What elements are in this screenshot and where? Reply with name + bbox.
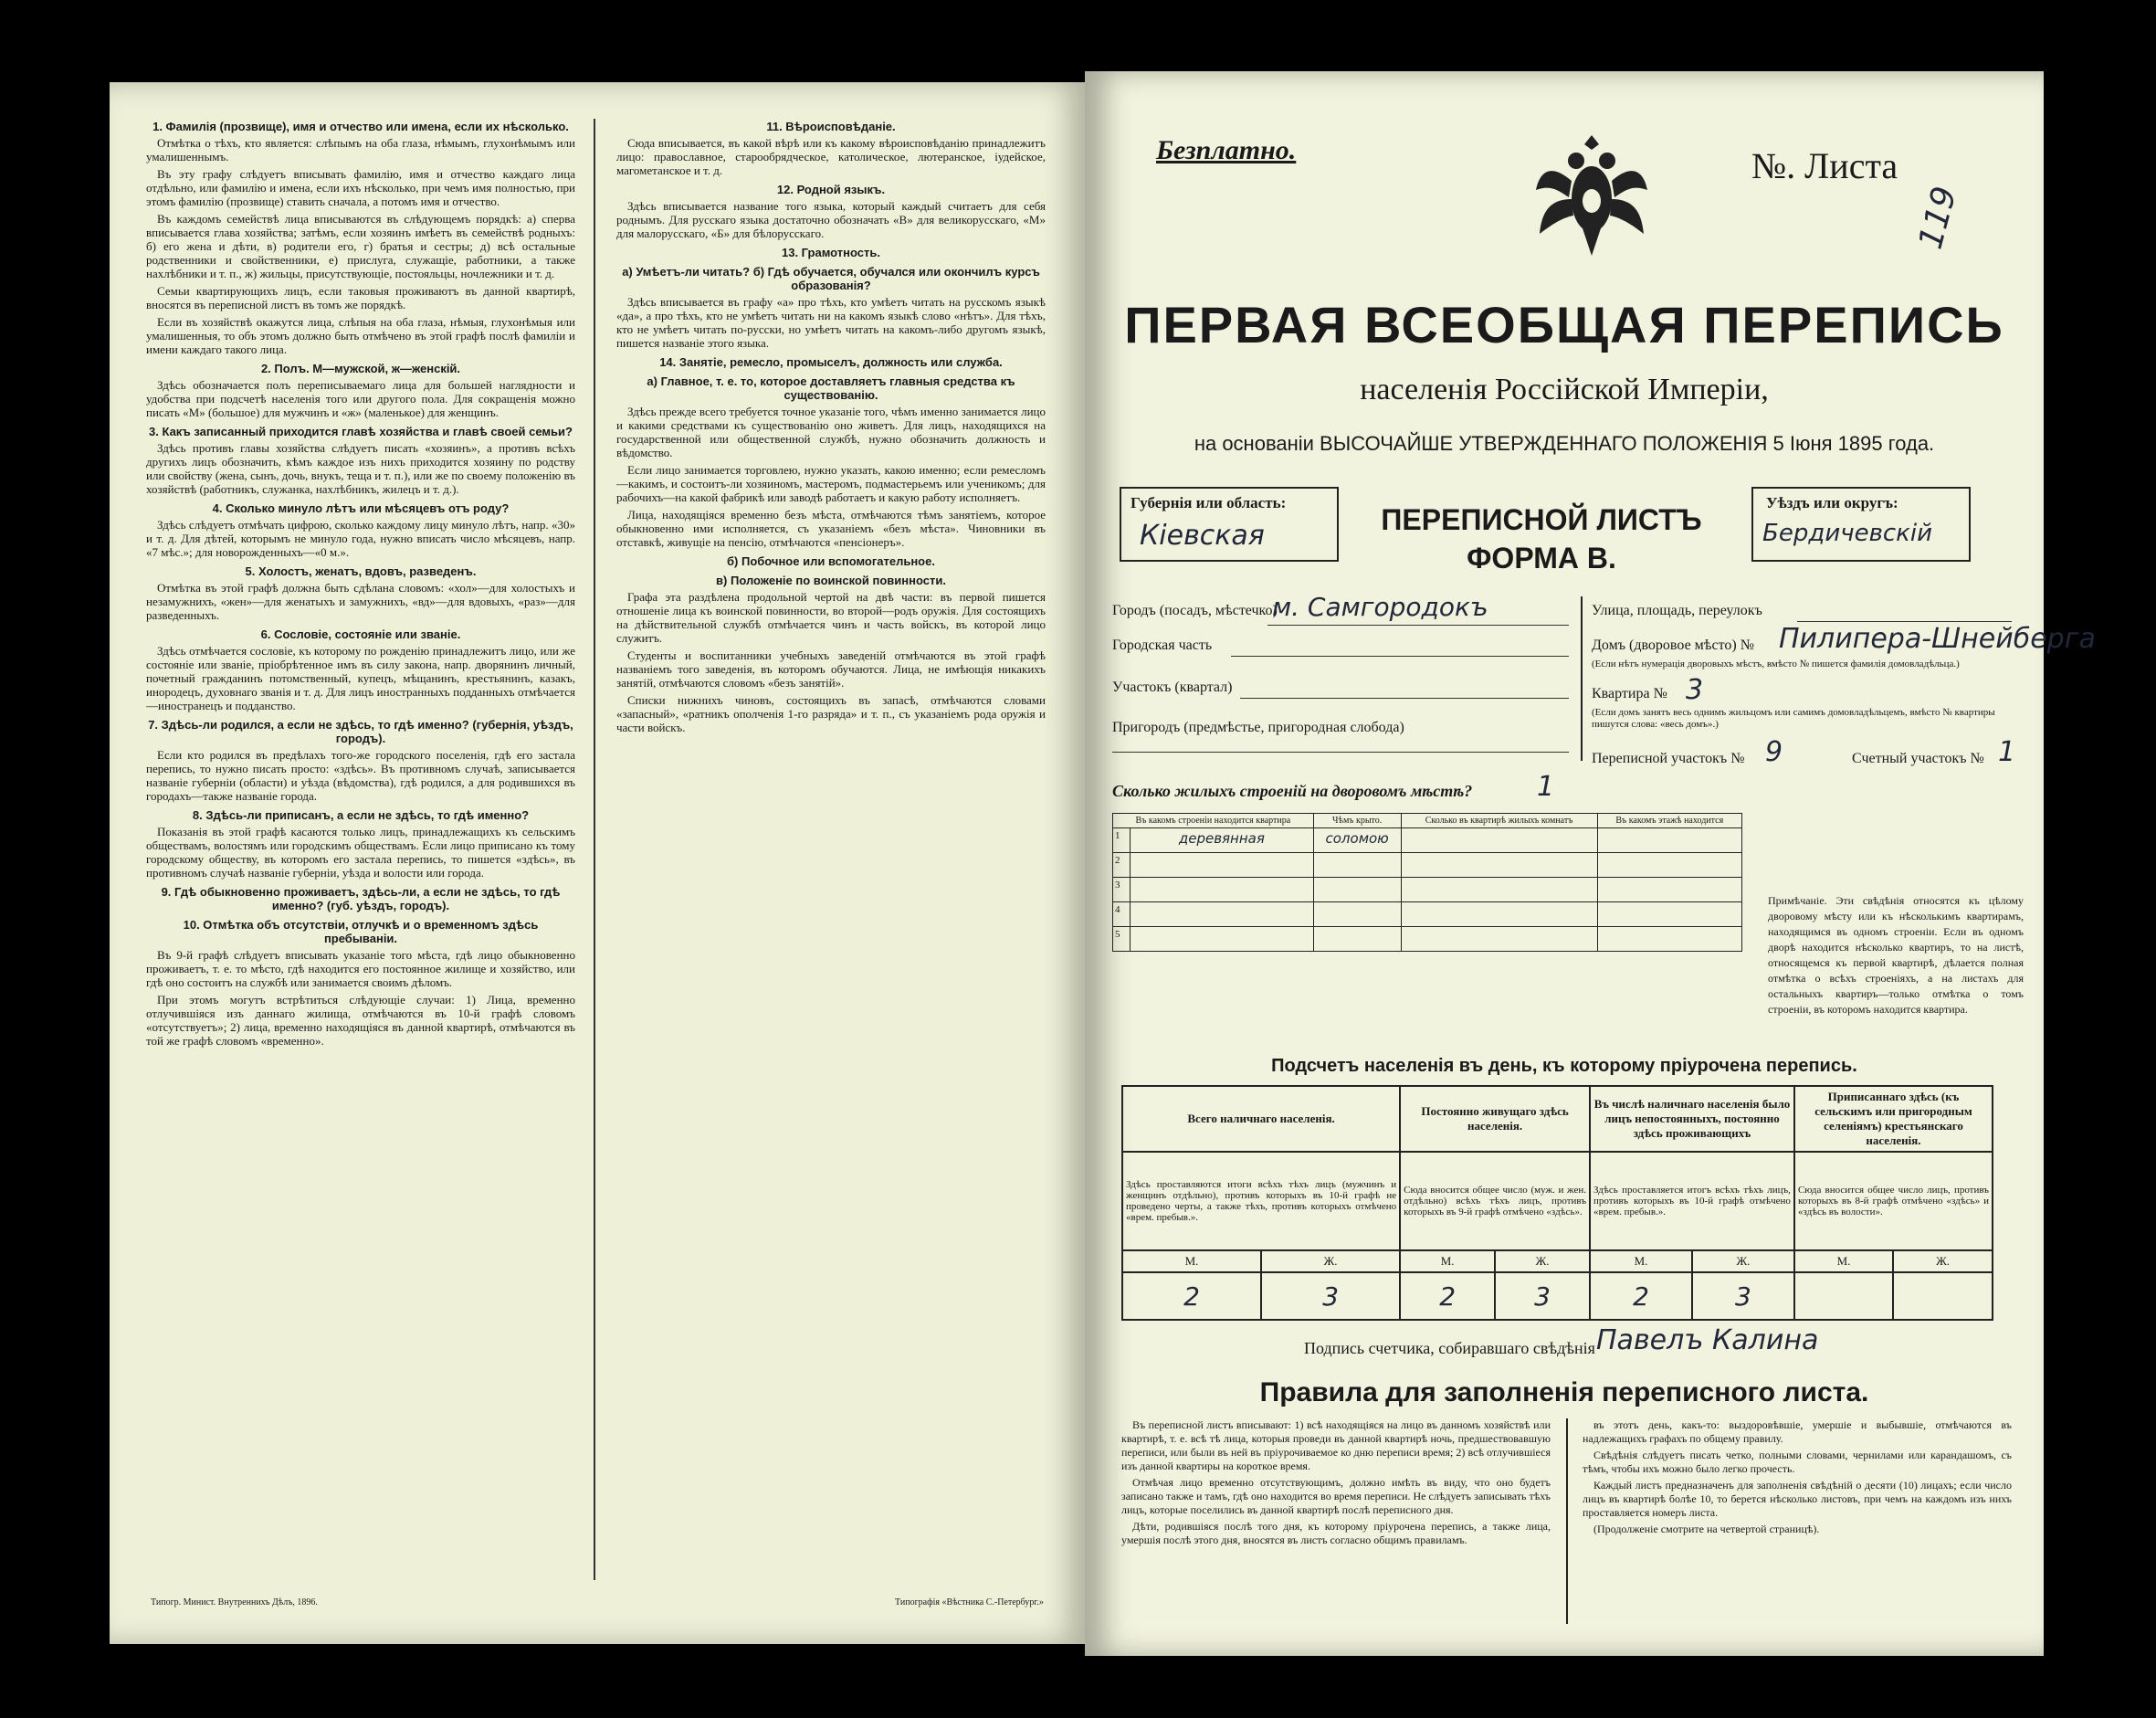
paragraph: Здѣсь отмѣчается сословіе, къ которому по рожденію принадлежитъ лицо, или же состояніе или званіе, пріобрѣтенное имъ въ силу закона, напр. дворянинъ личный, почетный гражданинъ потомственный, купецъ, мѣщанинъ, крестьянинъ, казакъ, инородецъ, духовнаго званія и т. д. Для лицъ иностранныхъ подданныхъ отмѣчается—иностранецъ и подданство. — [146, 644, 575, 712]
paragraph: Здѣсь обозначается полъ переписываемаго лица для большей наглядности и удобства при подсчетѣ населенія того или другого пола. Для сокращенія можно писать «М» (большое) для мужчинъ и «ж» (маленькое) для женщинъ. — [146, 378, 575, 419]
uezd-box — [1751, 487, 1971, 562]
rules-paragraph: (Продолженіе смотрите на четвертой страницѣ). — [1593, 1523, 1820, 1535]
rules-divider — [1566, 1418, 1568, 1624]
population-header: Приписаннаго здѣсь (къ сельскимъ или пригородным селеніямъ) крестьянскаго населенія. — [1794, 1086, 1993, 1152]
buildings-cell — [1313, 902, 1401, 927]
district-underline — [1240, 698, 1569, 699]
gubernia-label: Губернія или область: — [1131, 494, 1287, 511]
population-header: Постоянно живущаго здѣсь населенія. — [1400, 1086, 1590, 1152]
paragraph: Здѣсь вписывается въ графу «а» про тѣхъ, кто умѣетъ читать на русскомъ языкѣ «да», а про тѣхъ, кто не умѣетъ читать ни на какомъ языкѣ слово «нѣтъ». Для тѣхъ, кто не умѣетъ читать по-русски, но умѣетъ читать на какомъ-либо другомъ языкѣ, пишется названіе этого языка. — [616, 295, 1046, 350]
population-count: 2 — [1590, 1272, 1692, 1320]
paragraph: Сюда вписывается, въ какой вѣрѣ или къ какому вѣроисповѣданію принадлежитъ лицо: православное, старообрядческое, католическое, лютеранское, іудейское, магометанское и т. д. — [616, 136, 1046, 177]
section-heading: 6. Сословіе, состояніе или званіе. — [260, 627, 461, 641]
female-column-label: Ж. — [1261, 1250, 1400, 1272]
street-underline — [1797, 621, 2012, 622]
population-count: 2 — [1400, 1272, 1495, 1320]
signature-value: Павелъ Калина — [1596, 1324, 1819, 1356]
census-district-label: Переписной участокъ № — [1592, 751, 1745, 766]
city-underline — [1267, 625, 1569, 626]
buildings-cell — [1131, 902, 1314, 927]
paragraph: Въ 9-й графѣ слѣдуетъ вписывать указаніе того мѣста, гдѣ лицо обыкновенно проживаетъ, т. е. то мѣсто, гдѣ находится его постоянное жилище и хозяйство, или гдѣ оно состоитъ на службѣ или занимается своимъ дѣломъ. — [146, 948, 575, 989]
rules-title: Правила для заполненія переписного листа. — [1259, 1377, 1869, 1407]
section-heading: 7. Здѣсь-ли родился, а если не здѣсь, то гдѣ именно? (губернія, уѣздъ, городъ). — [148, 718, 573, 745]
population-count: 2 — [1122, 1272, 1261, 1320]
sheet-number-label: №. Листа — [1751, 145, 1898, 186]
buildings-cell — [1597, 853, 1741, 878]
section-heading: 2. Полъ. М—мужской, ж—женскій. — [260, 362, 461, 375]
buildings-row — [1113, 878, 1742, 902]
city-label: Городъ (посадъ, мѣстечко) — [1112, 603, 1278, 618]
buildings-row — [1113, 853, 1742, 878]
form-title-line1: ПЕРЕПИСНОЙ ЛИСТЪ — [1381, 503, 1702, 536]
census-district-value: 9 — [1765, 736, 1783, 768]
paragraph: Если лицо занимается торговлею, нужно указать, какою именно; если ремесломъ—какимъ, и состоитъ-ли хозяиномъ, мастеромъ, подмастерьемъ или ученикомъ; для рабочихъ—на какой фабрикѣ или заводѣ работаетъ и какую работу исполняетъ. — [616, 463, 1046, 504]
section-heading: б) Побочное или вспомогательное. — [727, 554, 935, 568]
signature-label: Подпись счетчика, собиравшаго свѣдѣнія — [1304, 1339, 1595, 1357]
population-header: Въ числѣ наличнаго населенія было лицъ непостоянныхъ, постоянно здѣсь проживающихъ — [1590, 1086, 1794, 1152]
buildings-cell — [1401, 927, 1597, 952]
double-headed-eagle-icon — [1532, 126, 1651, 263]
paragraph: Отмѣтка о тѣхъ, кто является: слѣпымъ на оба глаза, нѣмымъ, глухонѣмымъ или умалишеннымъ. — [146, 136, 575, 163]
section-heading: 8. Здѣсь-ли приписанъ, а если не здѣсь, то гдѣ именно? — [192, 808, 530, 822]
buildings-cell: 3 — [1113, 878, 1131, 902]
buildings-cell — [1401, 878, 1597, 902]
buildings-header-cell: Въ какомъ строеніи находится квартира — [1113, 814, 1314, 828]
buildings-table — [1112, 813, 1742, 952]
suburb-underline — [1112, 752, 1569, 753]
population-description: Сюда вносится общее число лицъ, противъ которыхъ въ 8-й графѣ отмѣчено «здѣсь» и «здѣсь въ волости». — [1794, 1152, 1993, 1250]
population-description: Здѣсь проставляется итогъ всѣхъ тѣхъ лицъ, противъ которыхъ въ 10-й графѣ отмѣчено «врем. пребыв.». — [1590, 1152, 1794, 1250]
gubernia-box — [1120, 487, 1339, 562]
section-heading: в) Положеніе по воинской повинности. — [716, 574, 946, 587]
column-divider — [594, 119, 595, 1580]
city-part-underline — [1231, 656, 1569, 657]
buildings-row — [1113, 927, 1742, 952]
buildings-cell — [1401, 902, 1597, 927]
open-book — [110, 71, 2096, 1656]
buildings-note: Примѣчаніе. Эти свѣдѣнія относятся къ цѣлому дворовому мѣсту или къ нѣсколькимъ квартирамъ, находящимся въ одномъ строеніи. Если въ одномъ дворѣ находится нѣсколько квартиръ, то на листѣ, относящемся къ первой квартирѣ, дѣлается полная отмѣтка о всѣхъ строеніяхъ, а на листахъ для остальныхъ квартиръ—только отмѣтка о томъ строеніи, въ которомъ находится квартира. — [1768, 894, 2024, 1016]
rules-paragraph: Каждый листъ предназначенъ для заполненія свѣдѣній о десяти (10) лицахъ; если число лицъ въ квартирѣ болѣе 10, то берется нѣсколько листовъ, при чемъ на каждомъ изъ нихъ проставляется номеръ листа. — [1583, 1479, 2012, 1519]
census-title: ПЕРВАЯ ВСЕОБЩАЯ ПЕРЕПИСЬ — [1124, 296, 2004, 353]
buildings-cell: 2 — [1113, 853, 1131, 878]
buildings-header-cell: Чѣмъ крыто. — [1313, 814, 1401, 828]
left-page — [110, 82, 1085, 1644]
apt-label: Квартира № — [1592, 686, 1667, 701]
paragraph: Въ каждомъ семействѣ лица вписываются въ слѣдующемъ порядкѣ: а) сперва вписывается глава хозяйства; затѣмъ, если хозяинъ имѣетъ въ семействѣ родныхъ: б) его жена и дѣти, в) родители его, г) братья и сестры; д) всѣ остальные родственники и свойственники, е) прислуга, служащіе, работники, а также нахлѣбники и т. п., ж) жильцы, присутствующіе, постояльцы, ночлежники и т. д. — [146, 212, 575, 280]
rules-paragraph: Дѣти, родившіяся послѣ того дня, къ которому пріурочена перепись, а также лица, умершія послѣ этого дня, вносятся въ листъ согласно общимъ правиламъ. — [1121, 1520, 1551, 1546]
buildings-row — [1113, 828, 1742, 853]
paragraph: Здѣсь противъ главы хозяйства слѣдуетъ писать «хозяинъ», а противъ всѣхъ другихъ лицъ обозначить, кѣмъ каждое изъ нихъ приходится хозяину по родству или свойству (жена, сынъ, дочь, внукъ, теща и т. п.), или же по своему положенію въ хозяйствѣ (работникъ, служанка, нахлѣбникъ, жилецъ и т. д.). — [146, 441, 575, 496]
buildings-cell — [1597, 927, 1741, 952]
paragraph: Семьи квартирующихъ лицъ, если таковыя проживаютъ въ данной квартирѣ, вносятся въ переписной листъ въ томъ же порядкѣ. — [146, 284, 575, 311]
rules-paragraph: Свѣдѣнія слѣдуетъ писать четко, полными словами, чернилами или карандашомъ, съ тѣмъ, чтобы ихъ можно было легко прочесть. — [1583, 1449, 2012, 1475]
uezd-label: Уѣздъ или округъ: — [1766, 494, 1898, 511]
paragraph: Здѣсь прежде всего требуется точное указаніе того, чѣмъ именно занимается лицо и какими средствами къ существованію оно живетъ. Для лицъ, находящихся на государственной или общественной службѣ, нужно обозначить должность и вѣдомство. — [616, 405, 1046, 459]
rules-paragraph: Въ переписной листъ вписывают: 1) всѣ находящіяся на лицо въ данномъ хозяйствѣ или квартирѣ, т. е. всѣ тѣ лица, которыя проведи въ данной квартирѣ ночь, предшествовавшую переписи, или были въ ней въ пріурочиваемое ко дню переписи время; 2) всѣ отлучившіеся изъ данной квартиры на короткое время. — [1121, 1418, 1551, 1472]
buildings-label: Сколько жилыхъ строеній на дворовомъ мѣстѣ? — [1112, 782, 1473, 800]
buildings-cell — [1131, 878, 1314, 902]
paragraph: Студенты и воспитанники учебныхъ заведеній отмѣчаются въ этой графѣ названіемъ того заведенія, въ которомъ обучаются. Лица, не имѣющія никакихъ занятій, отмѣчаются словомъ «безъ занятій». — [616, 648, 1046, 690]
buildings-cell — [1131, 853, 1314, 878]
city-part-label: Городская часть — [1112, 638, 1213, 653]
house-label: Домъ (дворовое мѣсто) № — [1592, 638, 1754, 653]
population-table — [1121, 1085, 1993, 1321]
section-heading: 10. Отмѣтка объ отсутствіи, отлучкѣ и о временномъ здѣсь пребываніи. — [183, 918, 539, 945]
buildings-header-cell: Въ какомъ этажѣ находится — [1597, 814, 1741, 828]
street-label: Улица, площадь, переулокъ — [1592, 603, 1762, 618]
buildings-cell — [1313, 853, 1401, 878]
apt-note: (Если домъ занятъ весь однимъ жильцомъ или самимъ домовладѣльцемъ, вмѣсто № квартиры пишутся слова: «весь домъ».) — [1592, 707, 1995, 730]
paragraph: Если кто родился въ предѣлахъ того-же городского поселенія, гдѣ его застала перепись, то нужно писать просто: «здѣсь». Въ противномъ случаѣ, записывается названіе губерніи (области) и уѣзда (вѣдомства), гдѣ родился, а для родившихся въ городахъ—также названіе города. — [146, 748, 575, 803]
buildings-header-cell: Сколько въ квартирѣ жилыхъ комнатъ — [1401, 814, 1597, 828]
house-value: Пилипера-Шнейберга — [1779, 623, 2096, 655]
female-column-label: Ж. — [1893, 1250, 1993, 1272]
buildings-cell — [1597, 902, 1741, 927]
buildings-cell — [1313, 927, 1401, 952]
paragraph: Здѣсь вписывается название того языка, который каждый считаетъ для себя роднымъ. Для русскаго языка достаточно обозначать «В» для великорусскаго, «М» для малорусскаго, «Б» для бѣлорусскаго. — [616, 199, 1046, 240]
paragraph: Въ эту графу слѣдуетъ вписывать фамилію, имя и отчество каждаго лица отдѣльно, или фамилію и имена, если ихъ нѣсколько, при чемъ имя полностью, при этомъ фамилію (прозвище) ставить сначала, а потомъ имя и отчество. — [146, 167, 575, 208]
suburb-label: Пригородъ (предмѣстье, пригородная слобода) — [1112, 720, 1404, 735]
population-title: Подсчетъ населенія въ день, къ которому пріурочена перепись. — [1271, 1056, 1857, 1076]
uezd-value: Бердичевскій — [1762, 520, 1933, 547]
buildings-cell — [1597, 828, 1741, 853]
section-heading: 13. Грамотность. — [782, 246, 880, 259]
population-count: 3 — [1692, 1272, 1794, 1320]
paragraph: Показанія въ этой графѣ касаются только лицъ, принадлежащихъ къ сельскимъ обществамъ, волостямъ или городскимъ обществамъ. Если лицо приписано къ тому городскому обществу, въ которомъ его застала перепись, то пишется «здѣсь», въ противномъ случаѣ названіе губерніи, уѣзда и волости или города. — [146, 825, 575, 880]
paragraph: При этомъ могутъ встрѣтиться слѣдующіе случаи: 1) Лица, временно отлучившіяся изъ даннаго жилища, отмѣчаются въ 10-й графѣ словомъ «отсутствуетъ»; 2) лица, временно находящіяся въ данной квартирѣ, отмѣчаются въ той же графѣ словомъ «временно». — [146, 993, 575, 1048]
free-label: Безплатно. — [1156, 135, 1297, 165]
rules-column-1 — [1121, 1418, 1551, 1628]
buildings-cell — [1401, 853, 1597, 878]
count-district-value: 1 — [1998, 736, 2016, 768]
population-header: Всего наличнаго населенія. — [1122, 1086, 1400, 1152]
section-heading: 9. Гдѣ обыкновенно проживаетъ, здѣсь-ли, а если не здѣсь, то гдѣ именно? (губ. уѣздъ, городъ). — [161, 885, 561, 912]
male-column-label: М. — [1122, 1250, 1261, 1272]
census-subtitle: населенія Россійской Имперіи, — [1360, 373, 1769, 406]
female-column-label: Ж. — [1495, 1250, 1590, 1272]
section-heading: 3. Какъ записанный приходится главѣ хозяйства и главѣ своей семьи? — [149, 425, 573, 438]
instructions-column-1 — [146, 114, 575, 1612]
rules-column-2 — [1583, 1418, 2012, 1628]
paragraph: Здѣсь слѣдуетъ отмѣчать цифрою, сколько каждому лицу минуло лѣтъ, напр. «30» и т. д. Для дѣтей, которымъ не минуло года, нужно вписать число мѣсяцевъ, напр. «7 мѣс.»; для новорожденныхъ—«0 м.». — [146, 518, 575, 559]
paragraph: Отмѣтка въ этой графѣ должна быть сдѣлана словомъ: «хол»—для холостыхъ и незамужнихъ, «жен»—для женатыхъ и замужнихъ, «вд»—для вдовыхъ, «раз»—для разведенныхъ. — [146, 581, 575, 622]
address-divider — [1581, 596, 1583, 761]
buildings-row — [1113, 902, 1742, 927]
buildings-cell: деревянная — [1131, 828, 1314, 853]
buildings-value: 1 — [1537, 771, 1555, 803]
rules-paragraph: въ этотъ день, какъ-то: выздоровѣвшіе, умершіе и выбывшіе, отмѣчаются въ надлежащихъ графахъ по общему правилу. — [1583, 1418, 2012, 1445]
buildings-cell — [1401, 828, 1597, 853]
male-column-label: М. — [1590, 1250, 1692, 1272]
population-count: 3 — [1261, 1272, 1400, 1320]
census-regulation: на основаніи ВЫСОЧАЙШЕ УТВЕРЖДЕННАГО ПОЛОЖЕНІЯ 5 Іюня 1895 года. — [1194, 432, 1935, 455]
buildings-cell: соломою — [1313, 828, 1401, 853]
district-label: Участокъ (квартал) — [1112, 680, 1233, 695]
form-title — [1331, 501, 1751, 577]
buildings-cell — [1313, 878, 1401, 902]
city-value: м. Самгородокъ — [1272, 592, 1488, 622]
female-column-label: Ж. — [1692, 1250, 1794, 1272]
sheet-number-value: 119 — [1911, 183, 1965, 253]
right-page — [1085, 71, 2096, 1656]
paragraph: Если въ хозяйствѣ окажутся лица, слѣпыя на оба глаза, нѣмыя, глухонѣмыя или умалишенныя, то объ этомъ должно быть отмѣчено въ этой графѣ послѣ фамиліи и имени каждаго такого лица. — [146, 315, 575, 356]
population-count — [1794, 1272, 1893, 1320]
form-title-line2: ФОРМА В. — [1467, 542, 1616, 574]
buildings-cell: 5 — [1113, 927, 1131, 952]
paragraph: Списки нижнихъ чиновъ, состоящихъ въ запасѣ, отмѣчаются словами «запасный», «ратникъ ополченія 1-го разряда» и т. п., съ указаніемъ рода оружія и части войскъ. — [616, 693, 1046, 734]
male-column-label: М. — [1794, 1250, 1893, 1272]
section-heading: а) Умѣетъ-ли читать? б) Гдѣ обучается, обучался или окончилъ курсъ образованія? — [622, 265, 1040, 292]
section-heading: 5. Холостъ, женатъ, вдовъ, разведенъ. — [245, 564, 477, 578]
house-note: (Если нѣтъ нумерація дворовыхъ мѣстъ, вмѣсто № пишется фамилія домовладѣльца.) — [1592, 659, 1960, 669]
count-district-label: Счетный участокъ № — [1852, 751, 1984, 766]
apt-value: 3 — [1686, 674, 1704, 706]
population-description: Здѣсь проставляются итоги всѣхъ тѣхъ лицъ (мужчинъ и женщинъ отдѣльно), противъ которыхъ въ 10-й графѣ не проведено черты, а также тѣхъ, противъ которыхъ отмѣчено «врем. пребыв.». — [1122, 1152, 1400, 1250]
paragraph: Лица, находящіяся временно безъ мѣста, отмѣчаются тѣмъ занятіемъ, которое обыкновенно ими исполняется, съ указаніемъ «безъ мѣста». Чиновники въ отставкѣ, живущіе на пенсію, отмѣчаются «пенсіонеръ». — [616, 508, 1046, 549]
rules-paragraph: Отмѣчая лицо временно отсутствующимъ, должно имѣть въ виду, что оно будетъ записано также и тамъ, гдѣ оно находится во время переписи. Не слѣдуетъ записывать тѣхъ лицъ, которые поселились въ данной квартирѣ послѣ переписного дня. — [1121, 1476, 1551, 1516]
male-column-label: М. — [1400, 1250, 1495, 1272]
section-heading: а) Главное, т. е. то, которое доставляетъ главныя средства къ существованію. — [647, 374, 1015, 402]
population-description: Сюда вносится общее число (муж. и жен. отдѣльно) всѣхъ тѣхъ лицъ, противъ которыхъ въ 9-й графѣ отмѣчено «здѣсь». — [1400, 1152, 1590, 1250]
buildings-cell: 4 — [1113, 902, 1131, 927]
population-count: 3 — [1495, 1272, 1590, 1320]
population-count — [1893, 1272, 1993, 1320]
printer-footer-right: Типографія «Вѣстника С.-Петербург.» — [895, 1597, 1044, 1607]
instructions-column-2 — [616, 114, 1046, 1612]
printer-footer-left: Типогр. Минист. Внутреннихъ Дѣлъ, 1896. — [151, 1597, 318, 1607]
section-heading: 11. Вѣроисповѣданіе. — [766, 120, 896, 133]
buildings-cell: 1 — [1113, 828, 1131, 853]
section-heading: 4. Сколько минуло лѣтъ или мѣсяцевъ отъ роду? — [212, 501, 510, 515]
buildings-cell — [1131, 927, 1314, 952]
section-heading: 14. Занятіе, ремесло, промыселъ, должность или служба. — [659, 355, 1003, 369]
section-heading: 1. Фамилія (прозвище), имя и отчество или имена, если их нѣсколько. — [152, 120, 569, 133]
gubernia-value: Кіевская — [1140, 520, 1265, 552]
buildings-cell — [1597, 878, 1741, 902]
paragraph: Графа эта раздѣлена продольной чертой на двѣ части: въ первой пишется отношеніе лица къ воинской повинности, во второй—родъ оружія. Для состоящихъ на дѣйствительной службѣ отмѣчается чинъ и часть войскъ, въ которой лицо служитъ. — [616, 590, 1046, 645]
section-heading: 12. Родной языкъ. — [776, 183, 886, 196]
